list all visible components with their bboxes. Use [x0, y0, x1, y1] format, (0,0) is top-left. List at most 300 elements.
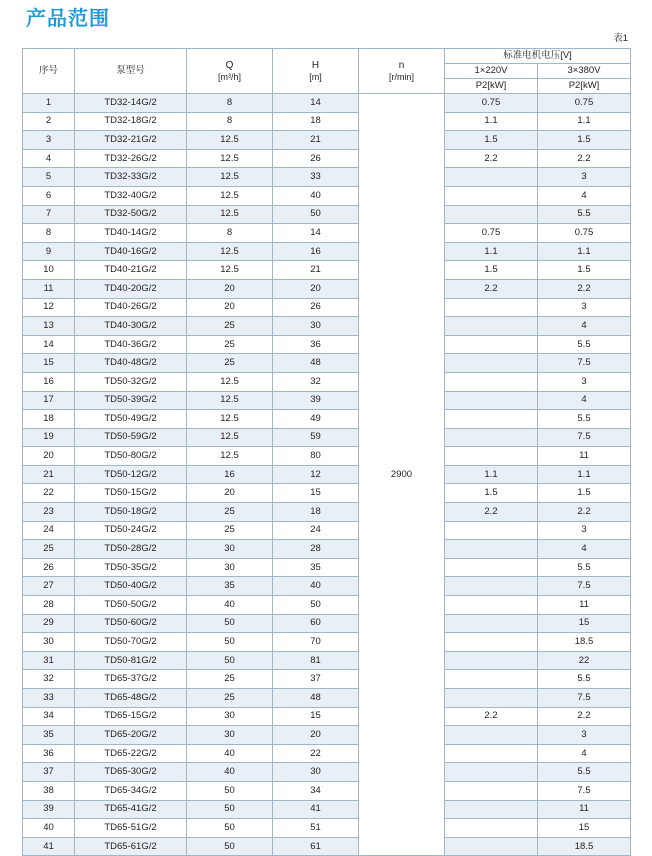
cell-model: TD50-40G/2 [75, 577, 187, 596]
cell-head: 12 [273, 465, 359, 484]
cell-head: 15 [273, 484, 359, 503]
cell-head: 18 [273, 503, 359, 522]
cell-flow: 12.5 [187, 410, 273, 429]
cell-head: 40 [273, 577, 359, 596]
cell-head: 16 [273, 242, 359, 261]
header-flow [187, 49, 273, 94]
cell-no: 9 [23, 242, 75, 261]
cell-flow: 16 [187, 465, 273, 484]
header-speed [359, 49, 445, 94]
cell-head: 28 [273, 540, 359, 559]
cell-power-220: 2.2 [445, 149, 538, 168]
cell-model: TD40-14G/2 [75, 224, 187, 243]
table-body [23, 94, 631, 856]
cell-no: 35 [23, 726, 75, 745]
cell-power-380: 7.5 [538, 428, 631, 447]
table-row [23, 335, 631, 354]
cell-model: TD40-36G/2 [75, 335, 187, 354]
cell-no: 34 [23, 707, 75, 726]
cell-head: 14 [273, 94, 359, 113]
cell-model: TD50-59G/2 [75, 428, 187, 447]
cell-power-380: 4 [538, 186, 631, 205]
cell-power-380: 3 [538, 298, 631, 317]
cell-flow: 50 [187, 800, 273, 819]
header-head [273, 49, 359, 94]
cell-power-220 [445, 837, 538, 856]
cell-no: 16 [23, 372, 75, 391]
cell-power-220 [445, 298, 538, 317]
cell-head: 40 [273, 186, 359, 205]
cell-power-380: 5.5 [538, 670, 631, 689]
cell-power-220 [445, 819, 538, 838]
product-range-page [0, 6, 652, 852]
cell-head: 41 [273, 800, 359, 819]
cell-flow: 20 [187, 279, 273, 298]
cell-power-220 [445, 651, 538, 670]
cell-power-220 [445, 354, 538, 373]
cell-flow: 50 [187, 837, 273, 856]
cell-model: TD50-39G/2 [75, 391, 187, 410]
table-row [23, 781, 631, 800]
cell-flow: 50 [187, 819, 273, 838]
cell-no: 3 [23, 131, 75, 150]
cell-power-220 [445, 447, 538, 466]
cell-head: 34 [273, 781, 359, 800]
cell-speed: 2900 [359, 94, 445, 856]
cell-power-380: 4 [538, 317, 631, 336]
cell-no: 23 [23, 503, 75, 522]
cell-flow: 40 [187, 596, 273, 615]
header-no: 序号 [23, 49, 75, 94]
cell-model: TD40-48G/2 [75, 354, 187, 373]
cell-flow: 40 [187, 763, 273, 782]
cell-flow: 50 [187, 781, 273, 800]
cell-no: 14 [23, 335, 75, 354]
table-row [23, 354, 631, 373]
cell-model: TD50-28G/2 [75, 540, 187, 559]
cell-flow: 8 [187, 94, 273, 113]
cell-power-220: 1.1 [445, 465, 538, 484]
cell-power-220 [445, 614, 538, 633]
cell-model: TD32-40G/2 [75, 186, 187, 205]
table-row [23, 279, 631, 298]
cell-power-380: 3 [538, 168, 631, 187]
cell-head: 20 [273, 726, 359, 745]
header-head-symbol: H [311, 59, 320, 71]
cell-power-380: 5.5 [538, 410, 631, 429]
cell-power-220: 2.2 [445, 279, 538, 298]
table-row [23, 428, 631, 447]
table-row [23, 484, 631, 503]
cell-no: 8 [23, 224, 75, 243]
cell-head: 36 [273, 335, 359, 354]
header-model: 泵型号 [75, 49, 187, 94]
cell-power-220 [445, 521, 538, 540]
header-voltage-220: 1×220V [445, 64, 538, 79]
cell-power-380: 5.5 [538, 205, 631, 224]
cell-flow: 12.5 [187, 428, 273, 447]
cell-power-220 [445, 633, 538, 652]
cell-head: 22 [273, 744, 359, 763]
header-head-unit: [m] [309, 71, 322, 82]
cell-power-220: 1.1 [445, 242, 538, 261]
cell-flow: 25 [187, 317, 273, 336]
page-title: 产品范围 [26, 8, 110, 30]
cell-flow: 35 [187, 577, 273, 596]
cell-model: TD65-48G/2 [75, 689, 187, 708]
cell-flow: 12.5 [187, 149, 273, 168]
cell-power-380: 3 [538, 372, 631, 391]
cell-no: 31 [23, 651, 75, 670]
cell-power-220 [445, 726, 538, 745]
cell-head: 20 [273, 279, 359, 298]
table-row [23, 726, 631, 745]
cell-head: 70 [273, 633, 359, 652]
cell-no: 17 [23, 391, 75, 410]
cell-no: 26 [23, 558, 75, 577]
table-row [23, 800, 631, 819]
cell-power-380: 18.5 [538, 837, 631, 856]
cell-no: 12 [23, 298, 75, 317]
cell-head: 24 [273, 521, 359, 540]
cell-model: TD32-14G/2 [75, 94, 187, 113]
cell-power-220 [445, 689, 538, 708]
cell-model: TD65-61G/2 [75, 837, 187, 856]
cell-power-220 [445, 558, 538, 577]
cell-model: TD65-37G/2 [75, 670, 187, 689]
table-row [23, 186, 631, 205]
cell-no: 1 [23, 94, 75, 113]
table-row [23, 670, 631, 689]
cell-no: 4 [23, 149, 75, 168]
cell-flow: 12.5 [187, 261, 273, 280]
cell-flow: 25 [187, 521, 273, 540]
cell-head: 48 [273, 354, 359, 373]
cell-head: 30 [273, 763, 359, 782]
cell-no: 37 [23, 763, 75, 782]
cell-power-380: 7.5 [538, 689, 631, 708]
cell-no: 20 [23, 447, 75, 466]
cell-model: TD32-18G/2 [75, 112, 187, 131]
cell-power-220: 1.5 [445, 131, 538, 150]
table-row [23, 372, 631, 391]
cell-flow: 12.5 [187, 447, 273, 466]
cell-flow: 25 [187, 689, 273, 708]
header-voltage-380: 3×380V [538, 64, 631, 79]
table-row [23, 317, 631, 336]
cell-power-380: 7.5 [538, 781, 631, 800]
cell-model: TD65-22G/2 [75, 744, 187, 763]
cell-head: 14 [273, 224, 359, 243]
cell-head: 39 [273, 391, 359, 410]
table-row [23, 149, 631, 168]
cell-model: TD40-26G/2 [75, 298, 187, 317]
table-row [23, 596, 631, 615]
table-row [23, 633, 631, 652]
cell-model: TD40-21G/2 [75, 261, 187, 280]
cell-power-220: 2.2 [445, 707, 538, 726]
cell-head: 50 [273, 596, 359, 615]
cell-power-380: 4 [538, 540, 631, 559]
cell-flow: 12.5 [187, 131, 273, 150]
cell-model: TD50-15G/2 [75, 484, 187, 503]
cell-model: TD50-60G/2 [75, 614, 187, 633]
cell-no: 29 [23, 614, 75, 633]
cell-power-220 [445, 186, 538, 205]
table-row [23, 651, 631, 670]
cell-power-220 [445, 372, 538, 391]
cell-head: 50 [273, 205, 359, 224]
cell-flow: 25 [187, 503, 273, 522]
table-row [23, 410, 631, 429]
cell-head: 32 [273, 372, 359, 391]
cell-flow: 12.5 [187, 242, 273, 261]
cell-head: 15 [273, 707, 359, 726]
cell-no: 5 [23, 168, 75, 187]
cell-head: 26 [273, 298, 359, 317]
cell-model: TD50-70G/2 [75, 633, 187, 652]
cell-power-220 [445, 428, 538, 447]
table-row [23, 112, 631, 131]
table-row [23, 94, 631, 113]
cell-power-380: 5.5 [538, 558, 631, 577]
cell-no: 18 [23, 410, 75, 429]
cell-power-380: 11 [538, 596, 631, 615]
cell-power-380: 1.5 [538, 484, 631, 503]
cell-model: TD32-21G/2 [75, 131, 187, 150]
cell-head: 33 [273, 168, 359, 187]
cell-model: TD50-81G/2 [75, 651, 187, 670]
cell-no: 22 [23, 484, 75, 503]
cell-model: TD40-30G/2 [75, 317, 187, 336]
cell-no: 6 [23, 186, 75, 205]
table-row [23, 447, 631, 466]
cell-flow: 50 [187, 614, 273, 633]
cell-model: TD50-24G/2 [75, 521, 187, 540]
table-row [23, 168, 631, 187]
cell-no: 10 [23, 261, 75, 280]
table-row [23, 540, 631, 559]
cell-power-220: 0.75 [445, 94, 538, 113]
cell-head: 51 [273, 819, 359, 838]
cell-head: 37 [273, 670, 359, 689]
table-row [23, 763, 631, 782]
cell-model: TD50-80G/2 [75, 447, 187, 466]
header-voltage-group: 标准电机电压[V] [445, 49, 631, 64]
cell-no: 33 [23, 689, 75, 708]
cell-no: 19 [23, 428, 75, 447]
table-row [23, 242, 631, 261]
cell-no: 24 [23, 521, 75, 540]
header-flow-unit: [m³/h] [217, 71, 241, 82]
cell-no: 2 [23, 112, 75, 131]
cell-flow: 30 [187, 558, 273, 577]
cell-power-380: 15 [538, 819, 631, 838]
cell-power-380: 11 [538, 800, 631, 819]
cell-no: 25 [23, 540, 75, 559]
cell-flow: 25 [187, 670, 273, 689]
cell-head: 21 [273, 261, 359, 280]
cell-model: TD65-30G/2 [75, 763, 187, 782]
cell-power-220 [445, 670, 538, 689]
cell-flow: 12.5 [187, 391, 273, 410]
cell-no: 30 [23, 633, 75, 652]
cell-power-380: 0.75 [538, 224, 631, 243]
cell-flow: 50 [187, 651, 273, 670]
table-row [23, 837, 631, 856]
cell-model: TD50-49G/2 [75, 410, 187, 429]
table-row [23, 298, 631, 317]
cell-no: 13 [23, 317, 75, 336]
cell-flow: 8 [187, 224, 273, 243]
cell-model: TD65-51G/2 [75, 819, 187, 838]
cell-no: 11 [23, 279, 75, 298]
cell-power-220: 1.5 [445, 484, 538, 503]
cell-model: TD40-16G/2 [75, 242, 187, 261]
cell-no: 15 [23, 354, 75, 373]
cell-no: 41 [23, 837, 75, 856]
cell-model: TD32-50G/2 [75, 205, 187, 224]
table-row [23, 205, 631, 224]
table-row [23, 819, 631, 838]
cell-power-220 [445, 744, 538, 763]
cell-power-380: 3 [538, 726, 631, 745]
cell-head: 49 [273, 410, 359, 429]
cell-model: TD65-15G/2 [75, 707, 187, 726]
table-row [23, 391, 631, 410]
cell-flow: 8 [187, 112, 273, 131]
table-row [23, 707, 631, 726]
cell-model: TD32-26G/2 [75, 149, 187, 168]
cell-power-220 [445, 168, 538, 187]
cell-head: 61 [273, 837, 359, 856]
cell-power-380: 2.2 [538, 279, 631, 298]
cell-flow: 30 [187, 707, 273, 726]
cell-head: 80 [273, 447, 359, 466]
cell-power-380: 7.5 [538, 577, 631, 596]
cell-no: 7 [23, 205, 75, 224]
cell-head: 18 [273, 112, 359, 131]
cell-power-220 [445, 335, 538, 354]
cell-model: TD65-34G/2 [75, 781, 187, 800]
cell-power-380: 5.5 [538, 335, 631, 354]
cell-head: 21 [273, 131, 359, 150]
cell-power-380: 22 [538, 651, 631, 670]
cell-model: TD32-33G/2 [75, 168, 187, 187]
table-row [23, 224, 631, 243]
cell-power-380: 1.5 [538, 131, 631, 150]
table-number-label: 表1 [613, 33, 628, 44]
table-row [23, 577, 631, 596]
cell-flow: 12.5 [187, 372, 273, 391]
cell-power-220 [445, 317, 538, 336]
header-power-220: P2[kW] [445, 79, 538, 94]
table-row [23, 614, 631, 633]
cell-flow: 12.5 [187, 205, 273, 224]
cell-power-220 [445, 781, 538, 800]
table-row [23, 689, 631, 708]
cell-power-380: 2.2 [538, 149, 631, 168]
cell-model: TD65-20G/2 [75, 726, 187, 745]
table-row [23, 131, 631, 150]
table-row [23, 261, 631, 280]
cell-flow: 30 [187, 726, 273, 745]
cell-flow: 20 [187, 484, 273, 503]
table-row [23, 503, 631, 522]
cell-model: TD40-20G/2 [75, 279, 187, 298]
cell-flow: 25 [187, 354, 273, 373]
cell-head: 26 [273, 149, 359, 168]
cell-no: 21 [23, 465, 75, 484]
cell-power-380: 7.5 [538, 354, 631, 373]
table-row [23, 521, 631, 540]
cell-power-220 [445, 577, 538, 596]
cell-no: 28 [23, 596, 75, 615]
table-row [23, 465, 631, 484]
cell-power-220: 2.2 [445, 503, 538, 522]
cell-model: TD65-41G/2 [75, 800, 187, 819]
header-speed-symbol: n [398, 59, 405, 71]
cell-power-220: 1.5 [445, 261, 538, 280]
cell-power-380: 4 [538, 391, 631, 410]
cell-power-380: 18.5 [538, 633, 631, 652]
cell-head: 35 [273, 558, 359, 577]
cell-model: TD50-50G/2 [75, 596, 187, 615]
cell-power-220 [445, 763, 538, 782]
cell-model: TD50-18G/2 [75, 503, 187, 522]
cell-no: 40 [23, 819, 75, 838]
cell-flow: 25 [187, 335, 273, 354]
cell-model: TD50-12G/2 [75, 465, 187, 484]
cell-flow: 20 [187, 298, 273, 317]
cell-head: 48 [273, 689, 359, 708]
cell-power-380: 2.2 [538, 707, 631, 726]
cell-power-220 [445, 391, 538, 410]
cell-flow: 12.5 [187, 168, 273, 187]
table-header [23, 49, 631, 94]
cell-head: 30 [273, 317, 359, 336]
header-power-380: P2[kW] [538, 79, 631, 94]
cell-model: TD50-32G/2 [75, 372, 187, 391]
table-row [23, 558, 631, 577]
cell-power-380: 11 [538, 447, 631, 466]
cell-power-380: 3 [538, 521, 631, 540]
cell-power-380: 0.75 [538, 94, 631, 113]
cell-power-380: 1.1 [538, 112, 631, 131]
cell-power-380: 2.2 [538, 503, 631, 522]
product-range-table [22, 48, 631, 856]
cell-power-220 [445, 410, 538, 429]
cell-power-220 [445, 596, 538, 615]
cell-power-380: 15 [538, 614, 631, 633]
cell-power-220 [445, 800, 538, 819]
cell-no: 36 [23, 744, 75, 763]
cell-power-380: 1.5 [538, 261, 631, 280]
cell-no: 39 [23, 800, 75, 819]
cell-flow: 12.5 [187, 186, 273, 205]
cell-model: TD50-35G/2 [75, 558, 187, 577]
cell-flow: 30 [187, 540, 273, 559]
cell-power-220: 1.1 [445, 112, 538, 131]
cell-head: 60 [273, 614, 359, 633]
table-row [23, 744, 631, 763]
header-speed-unit: [r/min] [388, 71, 414, 82]
cell-head: 81 [273, 651, 359, 670]
cell-head: 59 [273, 428, 359, 447]
cell-power-220: 0.75 [445, 224, 538, 243]
cell-no: 32 [23, 670, 75, 689]
cell-no: 38 [23, 781, 75, 800]
